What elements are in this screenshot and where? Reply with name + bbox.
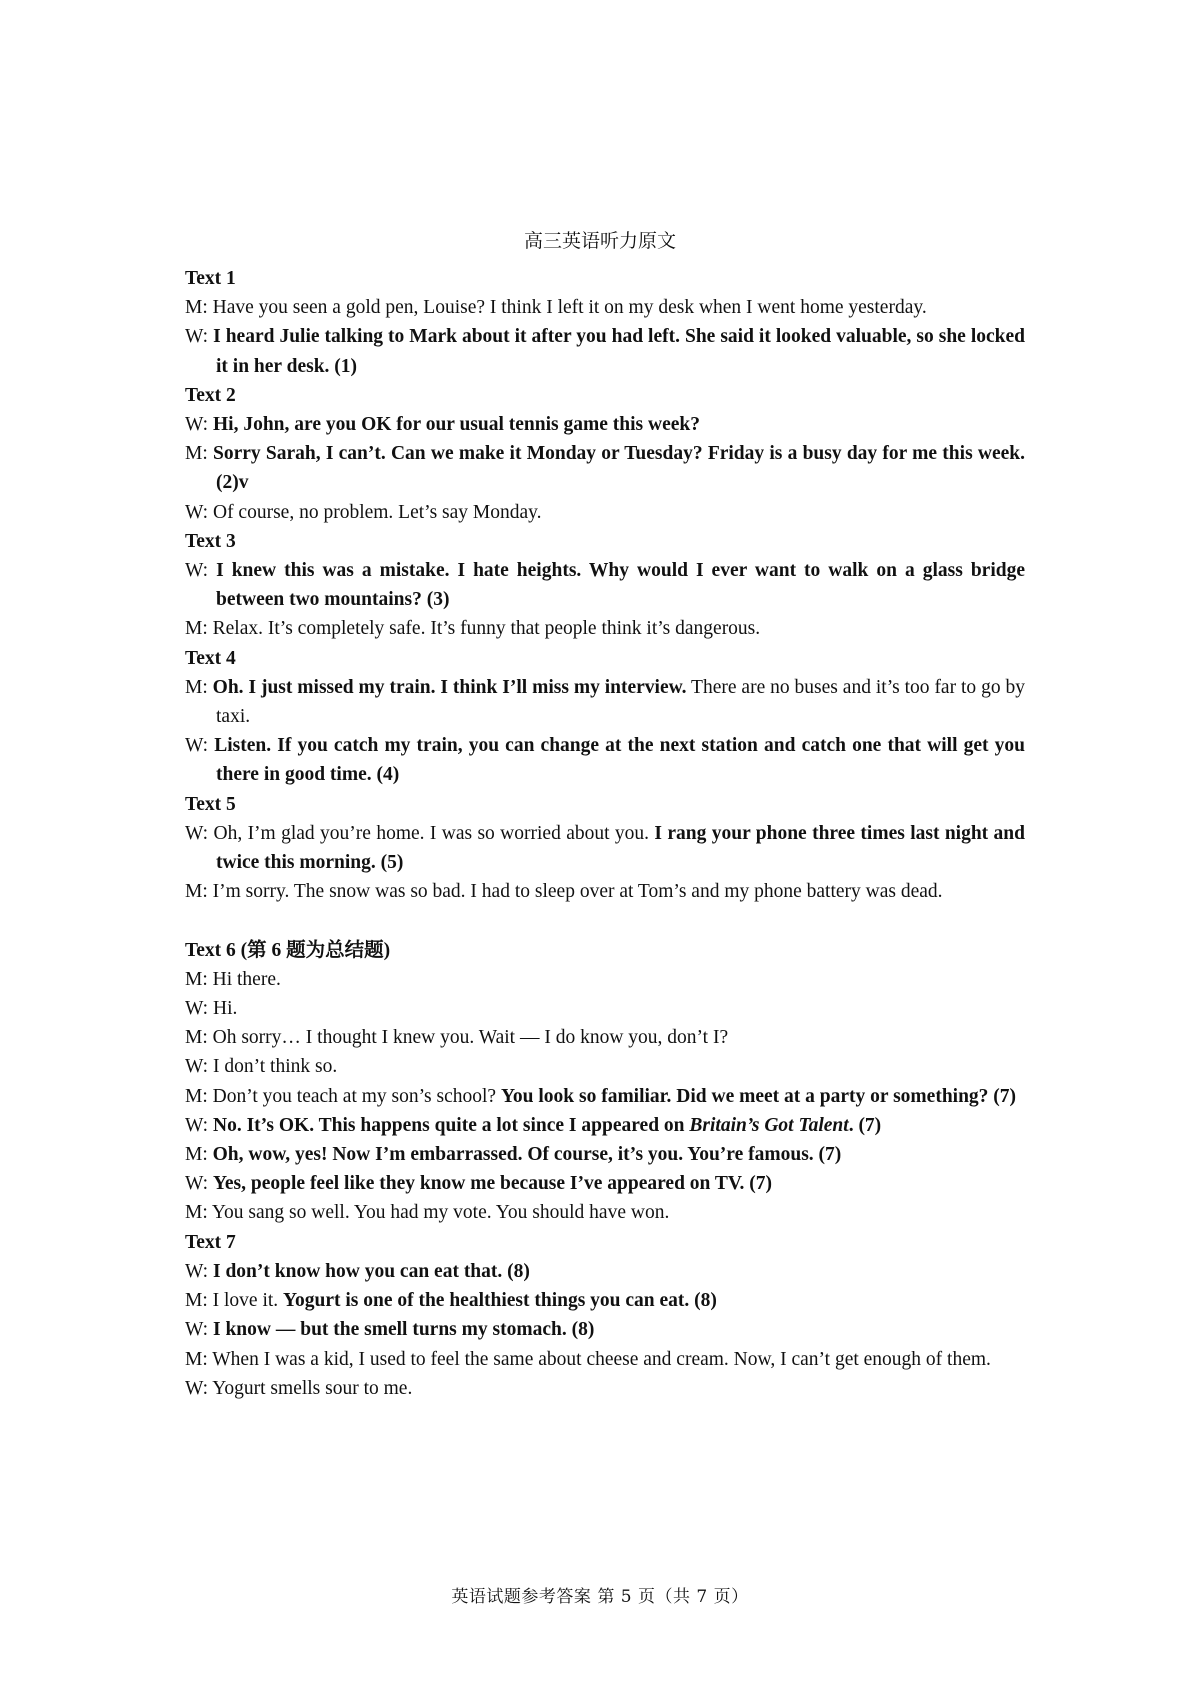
dialogue-line	[185, 410, 1025, 439]
key-sentence: I rang your phone three times last night and twice this morning. (5)	[216, 822, 1025, 874]
section-heading: Text 3	[185, 530, 236, 552]
speaker-label: W:	[185, 1114, 213, 1136]
dialogue-line	[185, 614, 1025, 643]
dialogue-line	[185, 819, 1025, 877]
dialogue-line	[185, 1374, 1025, 1403]
speaker-label: W:	[185, 1377, 213, 1399]
dialogue-text: Have you seen a gold pen, Louise? I think I left it on my desk when I went home yesterday.	[212, 297, 927, 319]
dialogue-line	[185, 1169, 1025, 1198]
dialogue-line	[185, 498, 1025, 527]
speaker-label: W:	[185, 1260, 213, 1282]
speaker-label: M:	[185, 1144, 213, 1166]
key-sentence: You look so familiar. Did we meet at a party or something? (7)	[500, 1085, 1017, 1107]
text-section	[185, 264, 1025, 381]
dialogue-text: Yogurt smells sour to me.	[212, 1377, 413, 1399]
speaker-label: W:	[185, 501, 213, 523]
text-section	[185, 790, 1025, 907]
section-heading: Text 4	[185, 647, 236, 669]
dialogue-line	[185, 1257, 1025, 1286]
dialogue-line	[185, 965, 1025, 994]
key-sentence: . (7)	[848, 1114, 882, 1136]
dialogue-line	[185, 1052, 1025, 1081]
dialogue-line	[185, 1345, 1025, 1374]
dialogue-text: Oh, I’m glad you’re home. I was so worried about you.	[213, 822, 655, 844]
speaker-label: M:	[185, 881, 213, 903]
speaker-label: M:	[185, 1027, 213, 1049]
key-sentence: I know — but the smell turns my stomach. (8)	[212, 1319, 595, 1341]
speaker-label: W:	[185, 326, 214, 348]
dialogue-text: When I was a kid, I used to feel the same about cheese and cream. Now, I can’t get enough of them.	[212, 1348, 991, 1370]
page-title: 高三英语听力原文	[523, 230, 676, 252]
key-sentence: Listen. If you catch my train, you can change at the next station and catch one that will get you there in good time. (4)	[214, 735, 1025, 786]
section-heading: Text 5	[185, 793, 236, 815]
dialogue-text: Don’t you teach at my son’s school?	[212, 1085, 501, 1107]
key-sentence: Sorry Sarah, I can’t. Can we make it Monday or Tuesday? Friday is a busy day for me this week. (2)v	[212, 443, 1025, 494]
dialogue-line	[185, 1111, 1025, 1140]
speaker-label: M:	[185, 297, 213, 319]
dialogue-text: I’m sorry. The snow was so bad. I had to sleep over at Tom’s and my phone battery was dead.	[212, 881, 943, 903]
dialogue-text: Oh sorry… I thought I knew you. Wait — I do know you, don’t I?	[212, 1027, 729, 1049]
dialogue-text: Hi there.	[212, 968, 281, 990]
speaker-label: W:	[185, 998, 213, 1020]
dialogue-line	[185, 877, 1025, 906]
speaker-label: M:	[185, 676, 213, 698]
dialogue-line	[185, 439, 1025, 497]
dialogue-line	[185, 556, 1025, 614]
section-spacer	[185, 906, 1025, 935]
key-sentence: Britain’s Got Talent	[689, 1114, 849, 1136]
text-section	[185, 644, 1025, 790]
speaker-label: W:	[185, 735, 215, 757]
key-sentence: Yogurt is one of the healthiest things you can eat. (8)	[283, 1290, 717, 1312]
dialogue-text: I love it.	[212, 1290, 284, 1312]
speaker-label: M:	[185, 618, 213, 640]
speaker-label: M:	[185, 443, 213, 465]
dialogue-line	[185, 1198, 1025, 1227]
dialogue-line	[185, 1023, 1025, 1052]
dialogue-line	[185, 731, 1025, 789]
dialogue-line	[185, 1315, 1025, 1344]
section-heading: Text 7	[185, 1231, 236, 1253]
dialogue-line	[185, 994, 1025, 1023]
page-footer: 英语试题参考答案 第 5 页（共 7 页）	[451, 1587, 749, 1607]
speaker-label: W:	[185, 1319, 213, 1341]
dialogue-text: There are no buses and it’s too far to go by taxi.	[216, 676, 1025, 728]
section-heading: Text 2	[185, 384, 236, 406]
key-sentence: Oh, wow, yes! Now I’m embarrassed. Of course, it’s you. You’re famous. (7)	[212, 1144, 842, 1166]
dialogue-line	[185, 1140, 1025, 1169]
speaker-label: W:	[185, 414, 213, 436]
key-sentence: I don’t know how you can eat that. (8)	[212, 1260, 530, 1282]
text-section	[185, 936, 1025, 1228]
speaker-label: W:	[185, 1173, 213, 1195]
speaker-label: M:	[185, 968, 213, 990]
key-sentence: Hi, John, are you OK for our usual tennis game this week?	[212, 414, 700, 436]
dialogue-line	[185, 673, 1025, 731]
dialogue-text: Relax. It’s completely safe. It’s funny that people think it’s dangerous.	[212, 618, 761, 640]
speaker-label: W:	[185, 822, 214, 844]
dialogue-line	[185, 1082, 1025, 1111]
key-sentence: No. It’s OK. This happens quite a lot since I appeared on	[212, 1114, 690, 1136]
text-section	[185, 1228, 1025, 1403]
key-sentence: Oh. I just missed my train. I think I’ll miss my interview.	[212, 676, 687, 698]
dialogue-line	[185, 293, 1025, 322]
speaker-label: W:	[185, 560, 217, 582]
dialogue-text: I don’t think so.	[212, 1056, 338, 1078]
key-sentence: Yes, people feel like they know me because I’ve appeared on TV. (7)	[212, 1173, 772, 1195]
speaker-label: W:	[185, 1056, 213, 1078]
section-heading: Text 1	[185, 268, 236, 289]
dialogue-text: You sang so well. You had my vote. You should have won.	[211, 1202, 670, 1224]
dialogue-text: Of course, no problem. Let’s say Monday.	[212, 501, 542, 523]
dialogue-line	[185, 1286, 1025, 1315]
key-sentence: I knew this was a mistake. I hate heights. Why would I ever want to walk on a glass bridge between two mountains? (3)	[216, 560, 1025, 611]
speaker-label: M:	[185, 1202, 212, 1224]
speaker-label: M:	[185, 1348, 213, 1370]
key-sentence: I heard Julie talking to Mark about it after you had left. She said it looked valuable, so she locked it in her desk. (1)	[213, 326, 1025, 377]
dialogue-text: Hi.	[212, 998, 238, 1020]
dialogue-line	[185, 322, 1025, 380]
text-section	[185, 527, 1025, 644]
transcript-body	[185, 264, 1025, 1403]
speaker-label: M:	[185, 1085, 213, 1107]
speaker-label: M:	[185, 1290, 213, 1312]
text-section	[185, 381, 1025, 527]
section-heading: Text 6 (第 6 题为总结题)	[185, 939, 391, 961]
